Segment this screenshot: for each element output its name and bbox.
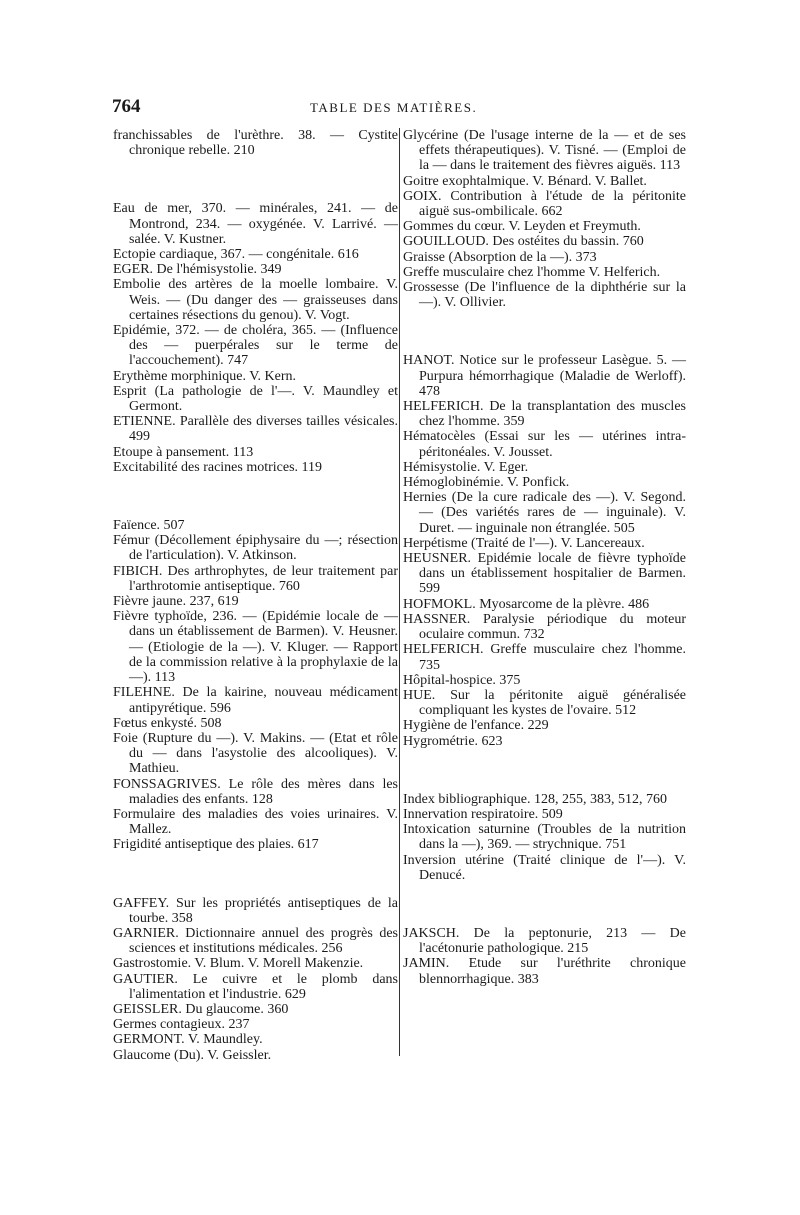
index-entry: Hémisystolie. V. Eger. [403, 459, 529, 475]
index-entry: Grossesse (De l'influence de la diphthérie sur la —). V. Ollivier. [403, 280, 686, 311]
index-entry: GERMONT. V. Maundley. [113, 1032, 263, 1048]
index-entry: HANOT. Notice sur le professeur Lasègue. 5. — Purpura hémorrhagique (Maladie de Werloff). 478 [403, 353, 686, 399]
index-entry: Glaucome (Du). V. Geissler. [113, 1047, 272, 1063]
index-entry: JAMIN. Etude sur l'uréthrite chronique blennorrhagique. 383 [403, 956, 686, 987]
index-entry: Gastrostomie. V. Blum. V. Morell Makenzie. [113, 956, 364, 972]
index-entry: Fœtus enkysté. 508 [113, 715, 222, 731]
index-entry: HELFERICH. Greffe musculaire chez l'homme. 735 [403, 642, 686, 673]
index-entry: Faïence. 507 [113, 518, 185, 534]
index-entry: FONSSAGRIVES. Le rôle des mères dans les maladies des enfants. 128 [113, 776, 398, 807]
index-entry: Hygiène de l'enfance. 229 [403, 718, 549, 734]
index-entry: HOFMOKL. Myosarcome de la plèvre. 486 [403, 596, 650, 612]
index-entry: Hygrométrie. 623 [403, 733, 503, 749]
index-entry: Hernies (De la cure radicale des —). V. Segond. — (Des variétés rares de — inguinale). V. Duret. — inguinale non étranglée. 505 [403, 490, 686, 536]
index-entry: Foie (Rupture du —). V. Makins. — (Etat et rôle du — dans l'asystolie des alcooliques). V. Mathieu. [113, 730, 398, 777]
index-entry: Innervation respiratoire. 509 [403, 806, 563, 822]
index-entry: Herpétisme (Traité de l'—). V. Lancereaux. [403, 535, 645, 551]
index-entry: HASSNER. Paralysie périodique du moteur oculaire commun. 732 [403, 611, 686, 643]
index-entry: Ectopie cardiaque, 367. — congénitale. 616 [113, 247, 359, 263]
index-entry: Fémur (Décollement épiphysaire du —; résection de l'articulation). V. Atkinson. [113, 533, 398, 564]
section-gap [113, 867, 398, 882]
index-entry: Graisse (Absorption de la —). 373 [403, 249, 597, 265]
index-entry: Excitabilité des racines motrices. 119 [113, 459, 323, 475]
index-entry: Hémoglobinémie. V. Ponfick. [403, 475, 570, 491]
column-divider [399, 128, 400, 1056]
index-entry: Embolie des artères de la moelle lombaire. V. Weis. — (Du danger des — graisseuses dans certaines résections du genou). V. Vogt. [113, 277, 398, 323]
index-entry: franchissables de l'urèthre. 38. — Cystite chronique rebelle. 210 [113, 128, 398, 159]
index-entry: ETIENNE. Parallèle des diverses tailles vésicales. 499 [113, 414, 398, 445]
index-entry: Epidémie, 372. — de choléra, 365. — (Influence des — puerpérales sur le terme de l'accouchement). 747 [113, 323, 398, 369]
index-entry: GEISSLER. Du glaucome. 360 [113, 1001, 289, 1017]
index-entry: FILEHNE. De la kairine, nouveau médicament antipyrétique. 596 [113, 685, 398, 716]
index-entry: GOUILLOUD. Des ostéites du bassin. 760 [403, 234, 644, 250]
section-gap [113, 172, 398, 187]
index-entry: Hématocèles (Essai sur les — utérines intra-péritonéales. V. Jousset. [403, 429, 686, 460]
index-entry: Erythème morphinique. V. Kern. [113, 368, 297, 384]
section-gap [403, 763, 686, 778]
index-entry: Formulaire des maladies des voies urinaires. V. Mallez. [113, 806, 398, 838]
index-entry: Greffe musculaire chez l'homme V. Helferich. [403, 264, 661, 280]
index-entry: FIBICH. Des arthrophytes, de leur traitement par l'arthrotomie antiseptique. 760 [113, 563, 398, 594]
index-entry: Glycérine (De l'usage interne de la — et de ses effets thérapeutiques). V. Tisné. — (Emploi de la — dans le traitement des fièvres aiguës. 113 [403, 128, 686, 174]
index-entry: HELFERICH. De la transplantation des muscles chez l'homme. 359 [403, 399, 686, 430]
index-entry: Fièvre typhoïde, 236. — (Epidémie locale de — dans un établissement de Barmen). V. Heusner. — (Etiologie de la —). V. Kluger. — Rapport de la commission relative à la prophylaxie de la —). 113 [113, 609, 398, 686]
index-entry: EGER. De l'hémisystolie. 349 [113, 262, 282, 278]
index-entry: Fièvre jaune. 237, 619 [113, 594, 239, 610]
index-entry: Etoupe à pansement. 113 [113, 444, 254, 460]
index-entry: GAUTIER. Le cuivre et le plomb dans l'alimentation et l'industrie. 629 [113, 971, 398, 1002]
index-entry: Index bibliographique. 128, 255, 383, 512, 760 [403, 791, 668, 807]
index-entry: JAKSCH. De la peptonurie, 213 — De l'acétonurie pathologique. 215 [403, 925, 686, 957]
index-entry: Frigidité antiseptique des plaies. 617 [113, 837, 319, 853]
index-entry: GARNIER. Dictionnaire annuel des progrès des sciences et institutions médicales. 256 [113, 925, 398, 957]
index-entry: GAFFEY. Sur les propriétés antiseptiques de la tourbe. 358 [113, 895, 398, 926]
page-header [112, 96, 674, 126]
index-entry: HEUSNER. Epidémie locale de fièvre typhoïde dans un établissement hospitalier de Barmen. 599 [403, 551, 686, 597]
running-title: TABLE DES MATIÈRES. [310, 100, 478, 115]
index-entry: Inversion utérine (Traité clinique de l'—). V. Denucé. [403, 852, 686, 883]
index-entry: Gommes du cœur. V. Leyden et Freymuth. [403, 219, 641, 235]
page-number: 764 [112, 96, 141, 117]
section-gap [403, 897, 686, 912]
left-column [113, 128, 398, 1063]
index-entry: GOIX. Contribution à l'étude de la péritonite aiguë sus-ombilicale. 662 [403, 188, 686, 220]
index-entry: Goitre exophtalmique. V. Bénard. V. Ballet. [403, 173, 647, 189]
index-entry: Eau de mer, 370. — minérales, 241. — de Montrond, 234. — oxygénée. V. Larrivé. — salée. V. Kustner. [113, 201, 398, 247]
section-gap [113, 489, 398, 504]
index-entry: HUE. Sur la péritonite aiguë généralisée compliquant les kystes de l'ovaire. 512 [403, 687, 686, 719]
right-column [403, 128, 686, 987]
index-entry: Germes contagieux. 237 [113, 1017, 250, 1033]
index-entry: Esprit (La pathologie de l'—. V. Maundley et Germont. [113, 383, 398, 415]
index-entry: Hôpital-hospice. 375 [403, 672, 521, 688]
section-gap [403, 324, 686, 339]
index-entry: Intoxication saturnine (Troubles de la nutrition dans la —), 369. — strychnique. 751 [403, 822, 686, 853]
